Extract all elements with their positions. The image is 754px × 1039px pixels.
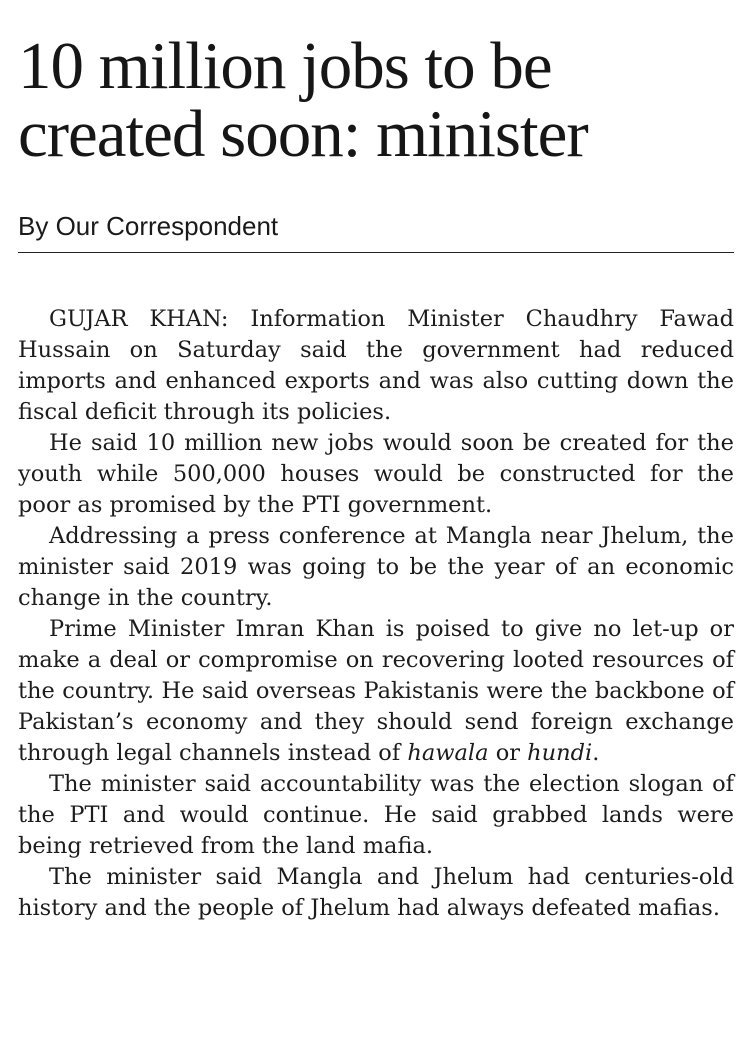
divider-rule <box>18 252 734 253</box>
term-hundi: hundi <box>527 740 593 766</box>
headline <box>18 0 734 171</box>
paragraph-4 <box>18 614 734 769</box>
news-article <box>18 0 734 924</box>
paragraph-4-or: or <box>488 740 528 766</box>
article-body <box>18 304 734 924</box>
byline: By Our Correspondent <box>18 211 279 241</box>
paragraph-2: He said 10 million new jobs would soon be created for the youth while 500,000 houses would be constructed for the poor as promised by the PTI government. <box>18 430 734 518</box>
paragraph-4-text: Prime Minister Imran Khan is poised to give no let-up or make a deal or compromise on recovering looted resources of the country. He said overseas Pakistanis were the backbone of Pakistan’s economy and they should send foreign exchange through legal channels instead of <box>18 616 734 766</box>
term-hawala: hawala <box>407 740 489 766</box>
paragraph-1: GUJAR KHAN: Information Minister Chaudhry Fawad Hussain on Saturday said the government had reduced imports and enhanced exports and was also cutting down the fiscal deficit through its policies. <box>18 306 734 425</box>
paragraph-5: The minister said accountability was the election slogan of the PTI and would continue. He said grabbed lands were being retrieved from the land mafia. <box>18 771 734 859</box>
paragraph-6: The minister said Mangla and Jhelum had centuries-old history and the people of Jhelum had always defeated mafias. <box>18 864 734 921</box>
paragraph-4-end: . <box>592 740 600 766</box>
paragraph-3: Addressing a press conference at Mangla near Jhelum, the minister said 2019 was going to be the year of an economic change in the country. <box>18 523 734 611</box>
headline-line-2: created soon: minister <box>18 97 588 171</box>
headline-line-1: 10 million jobs to be <box>18 29 552 103</box>
